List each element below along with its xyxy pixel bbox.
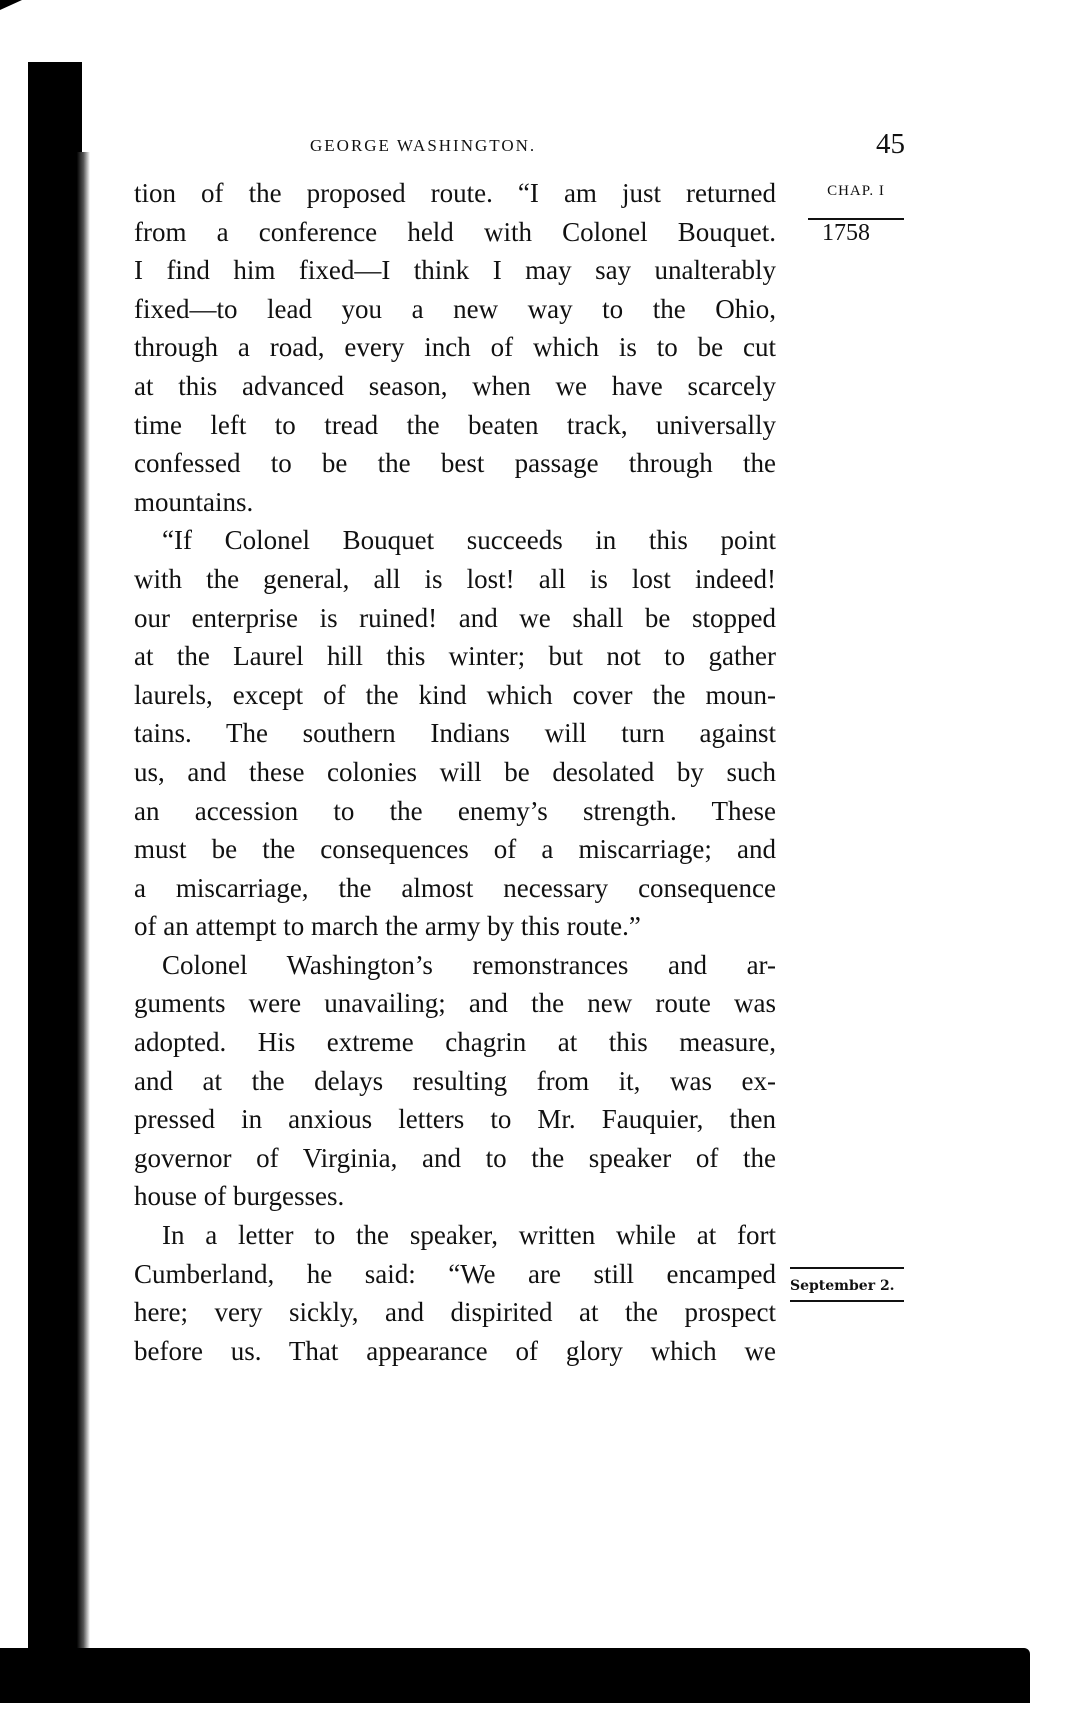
text-line: must be the consequences of a miscarriage; and xyxy=(134,834,776,865)
running-head: GEORGE WASHINGTON. xyxy=(310,136,537,155)
text-line: “If Colonel Bouquet succeeds in this point xyxy=(162,525,776,556)
margin-rule xyxy=(790,1267,904,1269)
text-line: before us. That appearance of glory which we xyxy=(134,1335,776,1366)
text-line: pressed in anxious letters to Mr. Fauquier, then xyxy=(134,1104,776,1135)
text-line: a miscarriage, the almost necessary consequence xyxy=(134,872,776,903)
text-line: house of burgesses. xyxy=(134,1181,345,1212)
margin-note-year: 1758 xyxy=(822,220,870,246)
margin-note-date: September 2. xyxy=(790,1278,895,1294)
text-line: through a road, every inch of which is to be cut xyxy=(134,332,776,363)
text-line: an accession to the enemy’s strength. These xyxy=(134,795,776,826)
text-line: In a letter to the speaker, written while at fort xyxy=(162,1220,776,1251)
text-line: governor of Virginia, and to the speaker of the xyxy=(134,1142,776,1173)
text-line: confessed to be the best passage through the xyxy=(134,448,776,479)
text-line: I find him fixed—I think I may say unalterably xyxy=(134,255,776,286)
body-text xyxy=(134,174,776,1370)
text-line: laurels, except of the kind which cover the moun- xyxy=(134,679,776,710)
text-line: us, and these colonies will be desolated by such xyxy=(134,756,776,787)
margin-rule xyxy=(790,1300,904,1302)
text-line: Cumberland, he said: “We are still encamped xyxy=(134,1258,776,1289)
text-line: tains. The southern Indians will turn against xyxy=(134,718,776,749)
text-line: Colonel Washington’s remonstrances and ar- xyxy=(162,949,776,980)
text-line: time left to tread the beaten track, universally xyxy=(134,409,776,440)
text-line: fixed—to lead you a new way to the Ohio, xyxy=(134,293,776,324)
text-line: at the Laurel hill this winter; but not to gather xyxy=(134,641,776,672)
text-line: our enterprise is ruined! and we shall be stopped xyxy=(134,602,776,633)
scan-corner-mark xyxy=(0,0,22,10)
text-line: of an attempt to march the army by this route.” xyxy=(134,911,641,942)
margin-note-chapter: CHAP. I xyxy=(827,183,885,199)
text-line: adopted. His extreme chagrin at this measure, xyxy=(134,1027,776,1058)
text-line: here; very sickly, and dispirited at the prospect xyxy=(134,1297,776,1328)
scan-bottom-edge xyxy=(0,1648,1030,1703)
text-line: guments were unavailing; and the new route was xyxy=(134,988,776,1019)
scan-binding-shadow xyxy=(68,62,82,152)
text-line: from a conference held with Colonel Bouquet. xyxy=(134,216,776,247)
scan-binding-shadow xyxy=(68,152,90,1652)
text-line: tion of the proposed route. “I am just returned xyxy=(134,178,776,208)
text-line: and at the delays resulting from it, was ex- xyxy=(134,1065,776,1096)
scan-binding-shadow xyxy=(28,62,68,1652)
text-line: at this advanced season, when we have scarcely xyxy=(134,370,776,401)
text-line: with the general, all is lost! all is lost indeed! xyxy=(134,563,776,594)
page-number: 45 xyxy=(876,128,905,160)
text-line: mountains. xyxy=(134,486,254,517)
